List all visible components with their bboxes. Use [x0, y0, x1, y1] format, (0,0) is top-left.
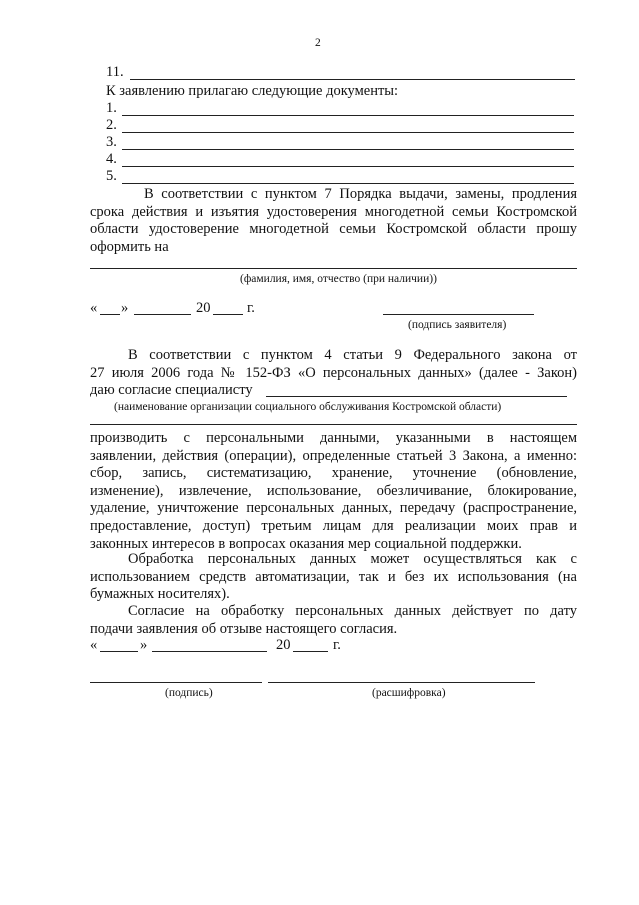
paragraph-line: подачи заявления об отзыве настоящего согласия.: [90, 620, 398, 637]
attachment-line[interactable]: [122, 149, 574, 150]
attachment-number: 5.: [106, 168, 117, 184]
attachment-line[interactable]: [122, 166, 574, 167]
attachment-line[interactable]: [122, 115, 574, 116]
attachment-line[interactable]: [122, 183, 574, 184]
paragraph-line: сбор, запись, систематизацию, хранение, уточнение (обновление,: [90, 465, 577, 482]
paragraph-line: В соответствии с пунктом 4 статьи 9 Федерального закона от: [128, 347, 577, 363]
date-year-field[interactable]: [213, 314, 243, 315]
date-open-quote: «: [90, 637, 98, 653]
attachment-number: 1.: [106, 100, 117, 116]
date-year-prefix: 20: [196, 300, 211, 316]
decoding-caption: (расшифровка): [372, 687, 446, 699]
applicant-signature-line[interactable]: [383, 314, 534, 315]
paragraph-line: Обработка персональных данных может осуществляться как с: [128, 551, 577, 567]
attachment-number: 3.: [106, 134, 117, 150]
date-year-suffix: г.: [333, 637, 341, 653]
paragraph-line: бумажных носителях).: [90, 586, 230, 603]
date-year-suffix: г.: [247, 300, 255, 316]
consent-paragraph: [90, 347, 577, 400]
attachment-number: 2.: [106, 117, 117, 133]
date-day-field[interactable]: [100, 651, 138, 652]
attachments-intro: К заявлению прилагаю следующие документы:: [106, 83, 399, 99]
paragraph-line: удаление, уничтожение персональных данных, передачу (распространение,: [90, 500, 577, 517]
paragraph-line: срока действия и изъятия удостоверения многодетной семьи Костромской: [90, 203, 577, 220]
paragraph-line: использованием средств автоматизации, так и без их использования (на: [90, 568, 577, 585]
paragraph-line: 27 июля 2006 года № 152-ФЗ «О персональных данных» (далее - Закон): [90, 364, 577, 381]
processing-paragraph: [90, 430, 577, 553]
org-line[interactable]: [90, 424, 577, 425]
paragraph-line: производить с персональными данными, указанными в настоящем: [90, 430, 577, 446]
paragraph-line: заявлении, действия (операции), определенные статьей 3 Закона, а именно:: [90, 447, 577, 464]
signature-caption: (подпись заявителя): [408, 319, 507, 331]
fio-line[interactable]: [90, 268, 577, 269]
date-day-field[interactable]: [100, 314, 120, 315]
date-month-field[interactable]: [134, 314, 191, 315]
date-year-prefix: 20: [276, 637, 291, 653]
date-month-field[interactable]: [152, 651, 267, 652]
specialist-line[interactable]: [266, 396, 567, 397]
paragraph-line: области удостоверение многодетной семьи Костромской области прошу: [90, 221, 577, 238]
org-caption: (наименование организации социального обслуживания Костромской области): [114, 401, 502, 413]
date-close-quote: »: [121, 300, 129, 316]
validity-paragraph: [90, 603, 577, 638]
signature-caption: (подпись): [165, 687, 213, 699]
date-open-quote: «: [90, 300, 98, 316]
date-year-field[interactable]: [293, 651, 328, 652]
paragraph-line: В соответствии с пунктом 7 Порядка выдачи, замены, продления: [144, 186, 577, 202]
decoding-line[interactable]: [268, 682, 535, 683]
attachment-line[interactable]: [122, 132, 574, 133]
fio-caption: (фамилия, имя, отчество (при наличии)): [240, 273, 437, 285]
paragraph-line: Согласие на обработку персональных данных действует по дату: [128, 603, 577, 619]
paragraph-line: предоставление, доступ) третьим лицам для реализации моих прав и: [90, 517, 577, 534]
item-11-line[interactable]: [130, 79, 575, 80]
paragraph-line: изменение), извлечение, использование, обезличивание, блокирование,: [90, 482, 577, 499]
page-number: 2: [315, 37, 321, 49]
signature-line[interactable]: [90, 682, 262, 683]
automation-paragraph: [90, 551, 577, 604]
item-11-label: 11.: [106, 64, 124, 80]
issue-paragraph: [90, 186, 577, 256]
paragraph-line: даю согласие специалисту: [90, 382, 253, 399]
date-close-quote: »: [140, 637, 148, 653]
attachment-number: 4.: [106, 151, 117, 167]
paragraph-line: законных интересов в вопросах оказания мер социальной поддержки.: [90, 535, 522, 552]
paragraph-line: оформить на: [90, 238, 169, 255]
